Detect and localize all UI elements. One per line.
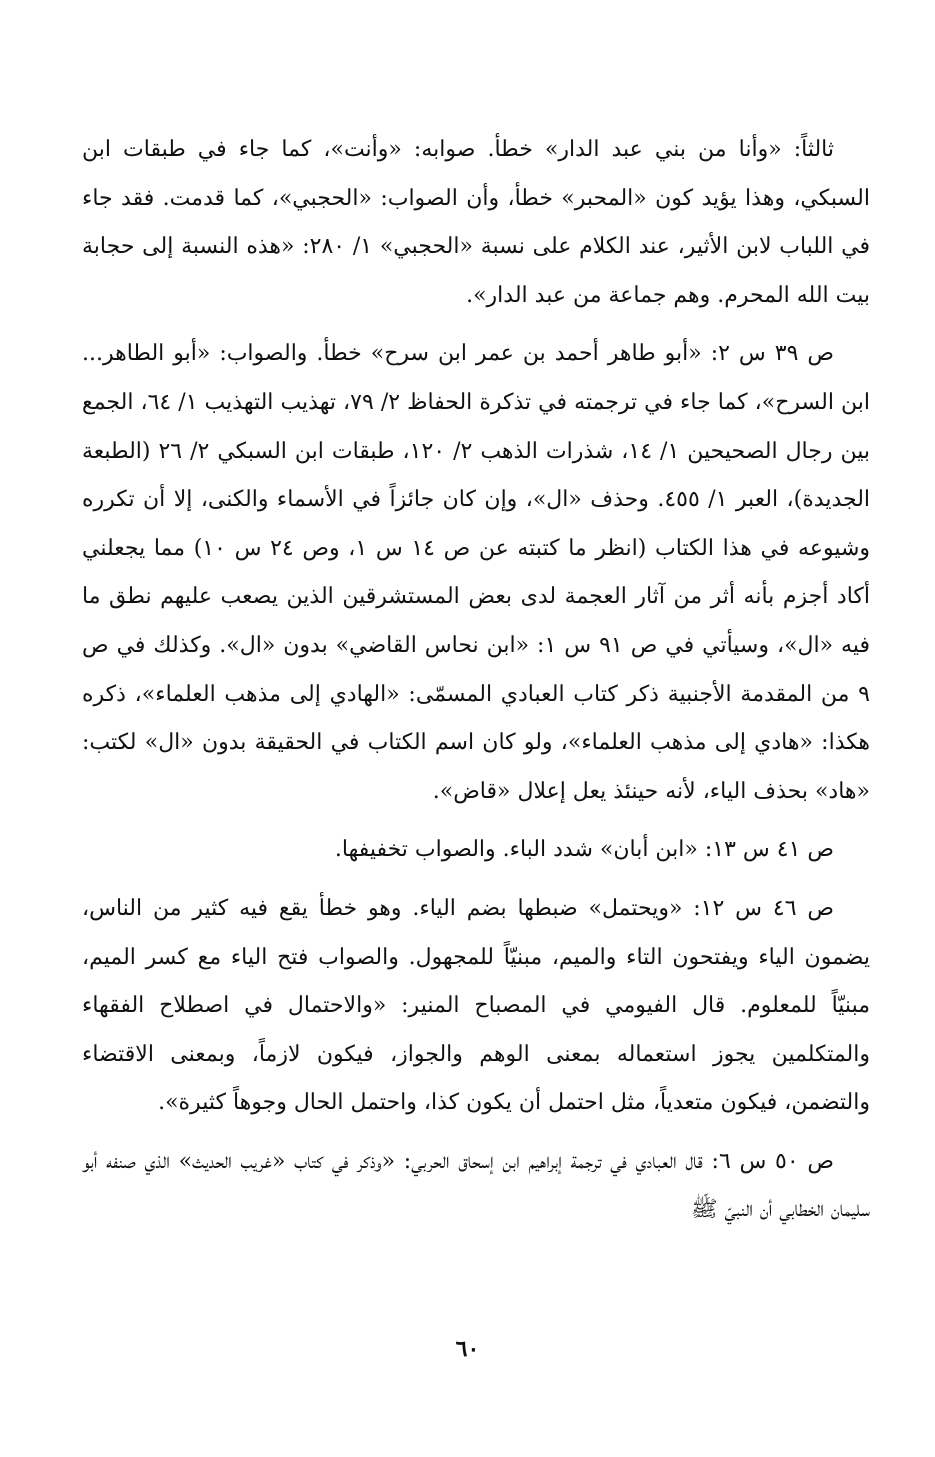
page-body-text <box>82 126 870 1235</box>
paragraph-1: ثالثاً: «وأنا من بني عبد الدار» خطأ. صوابه: «وأنت»، كما جاء في طبقات ابن السبكي، وهذا يؤيد كون «المحبر» خطأ، وأن الصواب: «الحجبي»، كما قدمت. فقد جاء في اللباب لابن الأثير، عند الكلام على نسبة «الحجبي» ١/ ٢٨٠: «هذه النسبة إلى حجابة بيت الله المحرم. وهم جماعة من عبد الدار». <box>82 137 871 308</box>
paragraph-2: ص ٣٩ س ٢: «أبو طاهر أحمد بن عمر ابن سرح» خطأ. والصواب: «أبو الطاهر... ابن السرح»، كما جاء في ترجمته في تذكرة الحفاظ ٢/ ٧٩، تهذيب التهذيب ١/ ٦٤، الجمع بين رجال الصحيحين ١/ ١٤، شذرات الذهب ٢/ ١٢٠، طبقات ابن السبكي ٢/ ٢٦ (الطبعة الجديدة)، العبر ١/ ٤٥٥. وحذف «ال»، وإن كان جائزاً في الأسماء والكنى، إلا أن تكرره وشيوعه في هذا الكتاب (انظر ما كتبته عن ص ١٤ س ١، وص ٢٤ س ١٠) مما يجعلني أكاد أجزم بأنه أثر من آثار العجمة لدى بعض المستشرقين الذين يصعب عليهم نطق ما فيه «ال»، وسيأتي في ص ٩١ س ١: «ابن نحاس القاضي» بدون «ال». وكذلك في ص ٩ من المقدمة الأجنبية ذكر كتاب العبادي المسمّى: «الهادي إلى مذهب العلماء»، ذكره هكذا: «هادي إلى مذهب العلماء»، ولو كان اسم الكتاب في الحقيقة بدون «ال» لكتب: «هاد» بحذف الياء، لأنه حينئذ يعل إعلال «قاض». <box>82 341 871 804</box>
paragraph-4: ص ٤٦ س ١٢: «ويحتمل» ضبطها بضم الياء. وهو خطأ يقع فيه كثير من الناس، يضمون الياء ويفتحون التاء والميم، مبنيّاً للمجهول. والصواب فتح الياء مع كسر الميم، مبنيّاً للمعلوم. قال الفيومي في المصباح المنير: «والاحتمال في اصطلاح الفقهاء والمتكلمين يجوز استعماله بمعنى الوهم والجواز، فيكون لازماً، وبمعنى الاقتضاء والتضمن، فيكون متعدياً، مثل احتمل أن يكون كذا، واحتمل الحال وجوهاً كثيرة». <box>82 895 870 1116</box>
page-number: ٦٠ <box>455 1336 480 1362</box>
paragraph-5: ص ٥٠ س ٦: قال العبادي في ترجمة إبراهيم ابن إسحاق الحربي: «وذكر في كتاب «غريب الحديث» الذي صنفه أبو سليمان الخطابي أن النبيّ ﷺ <box>82 1148 870 1223</box>
paragraph-3: ص ٤١ س ١٣: «ابن أبان» شدد الباء. والصواب تخفيفها. <box>334 837 834 863</box>
